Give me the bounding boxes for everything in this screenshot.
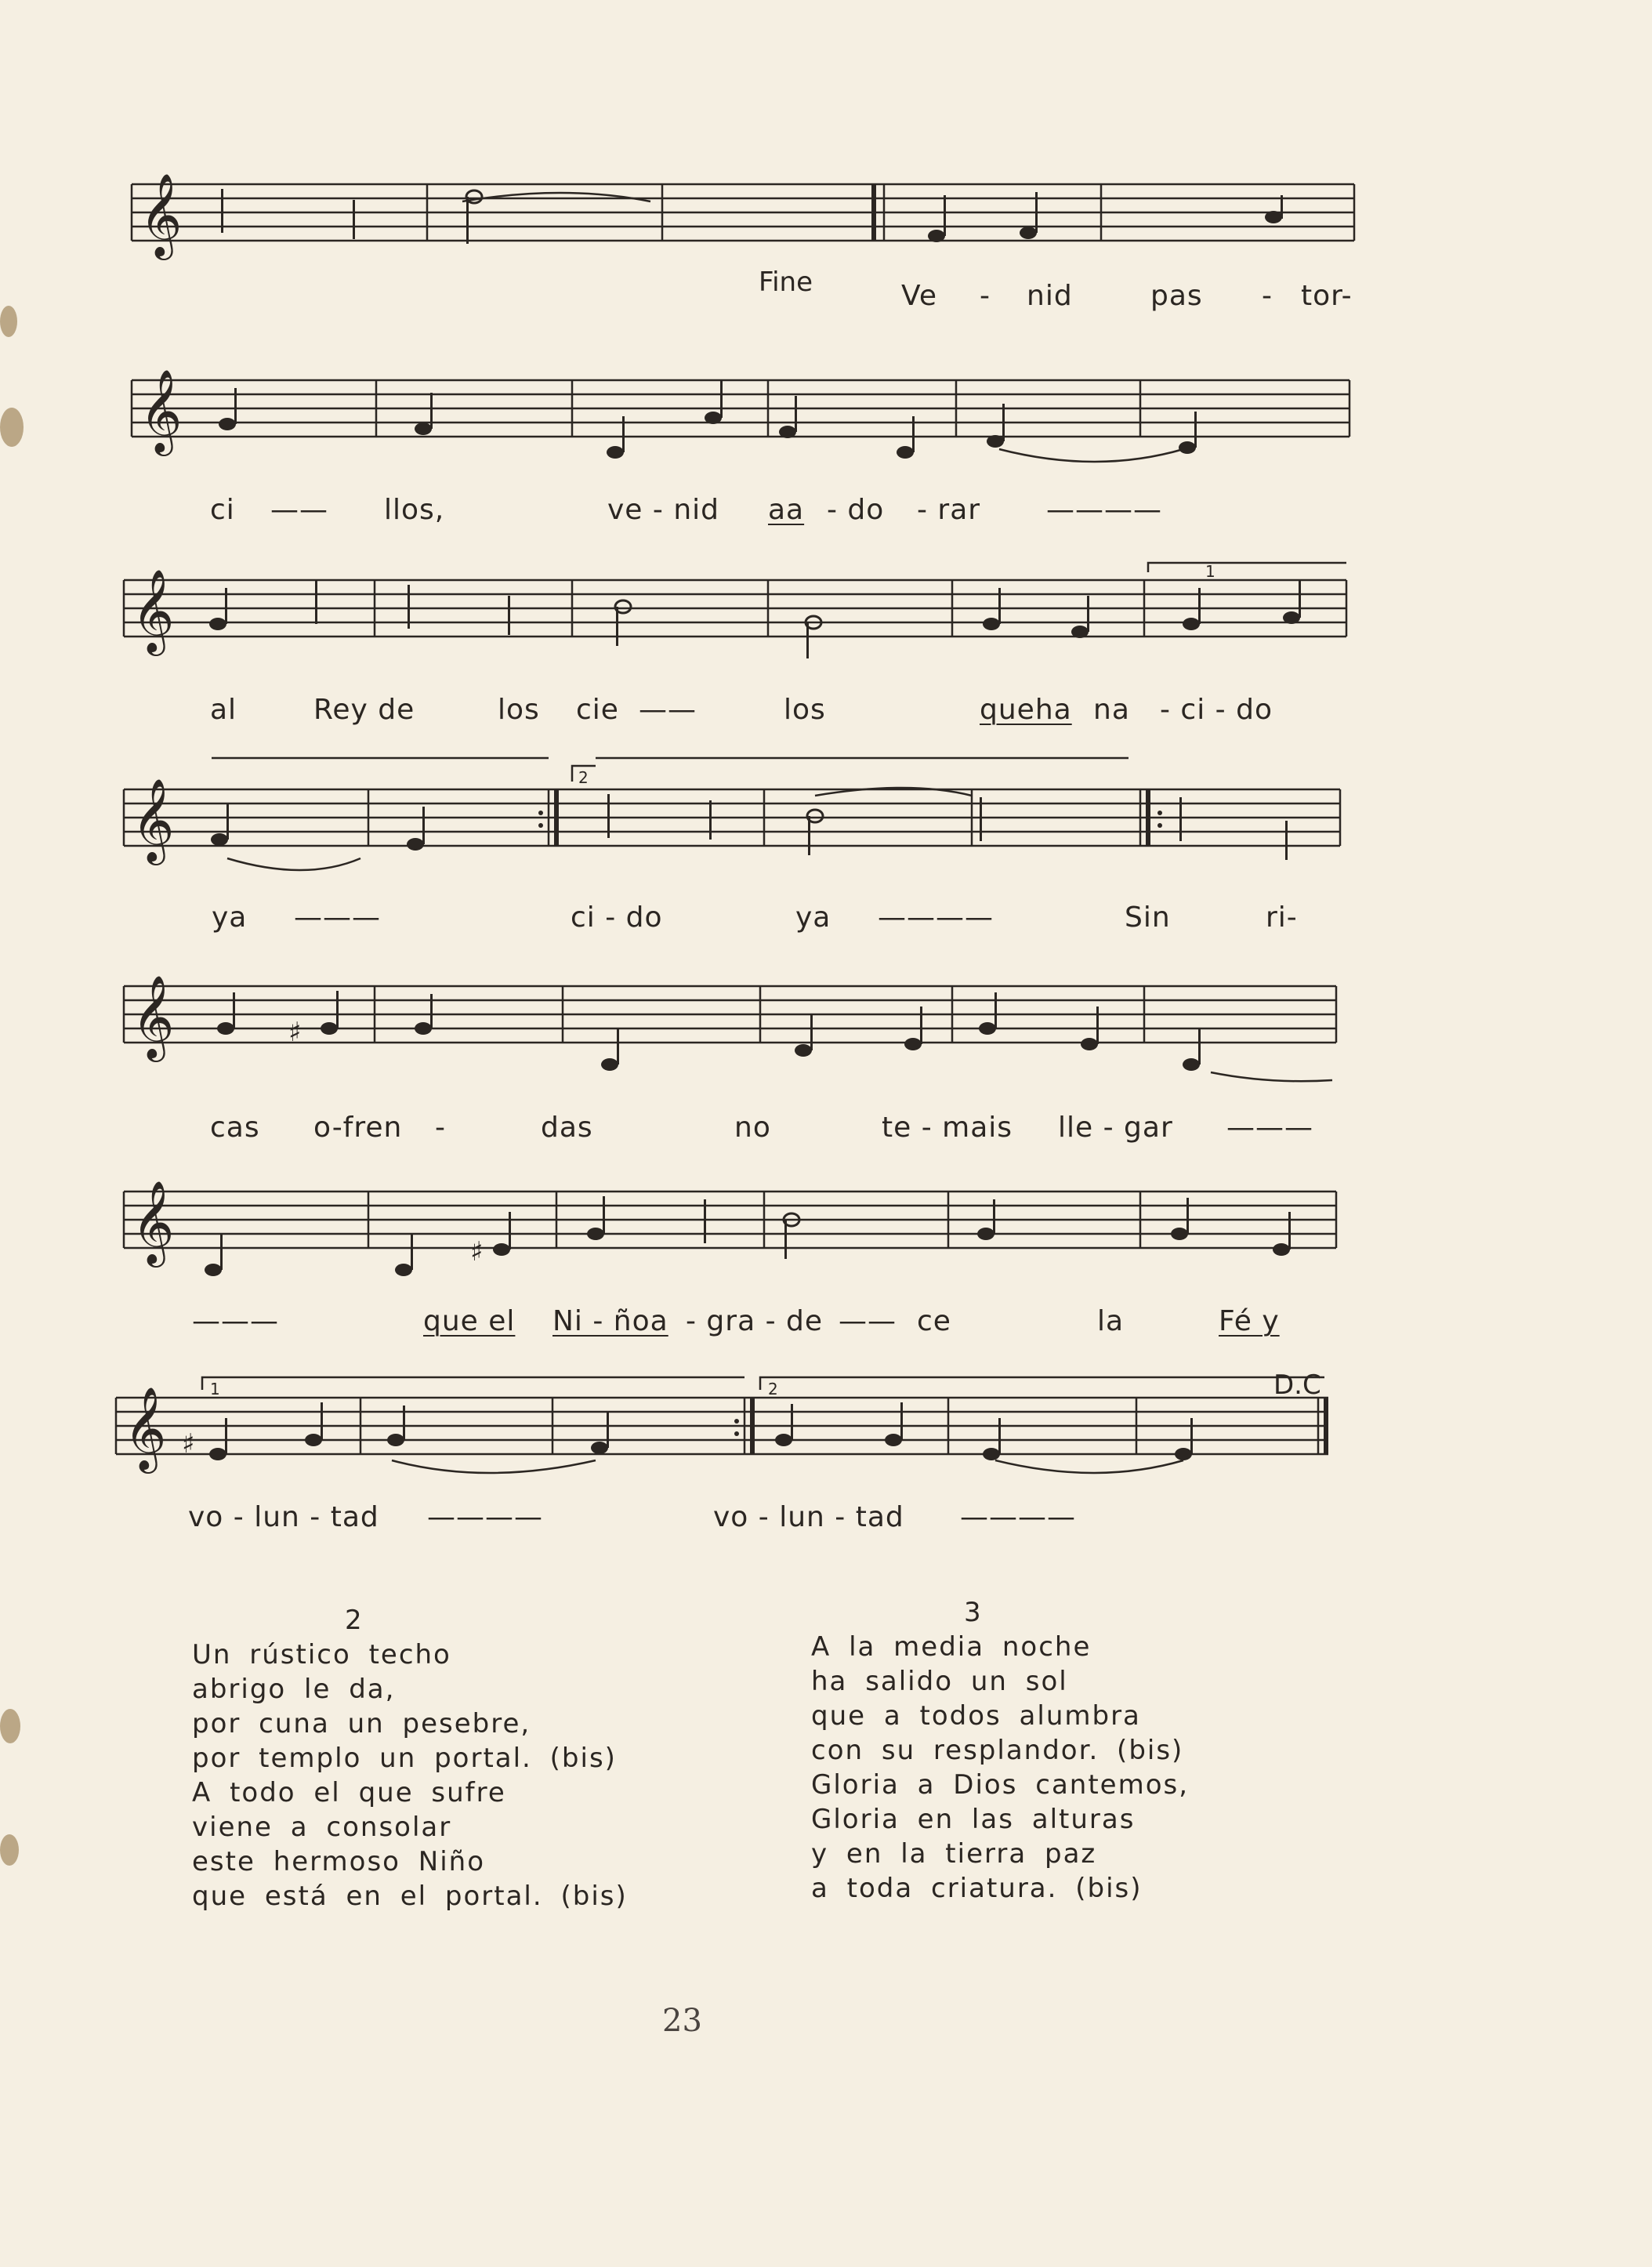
lyric: - do xyxy=(827,494,885,526)
lyric: cas xyxy=(210,1112,260,1144)
music-staff xyxy=(0,963,1652,1104)
lyric: ——— xyxy=(294,901,381,934)
lyric: ——— xyxy=(1226,1112,1313,1144)
svg-text:♯: ♯ xyxy=(470,1236,484,1268)
verse-number: 3 xyxy=(964,1597,983,1628)
verse-line: A todo el que sufre xyxy=(192,1777,506,1808)
music-staff xyxy=(0,557,1652,698)
lyric: vo - lun - tad xyxy=(713,1501,904,1533)
svg-text:𝄞: 𝄞 xyxy=(139,172,183,256)
lyric: ——— xyxy=(192,1305,279,1337)
lyric: o-fren xyxy=(313,1112,403,1144)
verse-line: este hermoso Niño xyxy=(192,1846,486,1877)
lyric: ———— xyxy=(960,1501,1076,1533)
paper-stain xyxy=(0,1709,20,1743)
verse-line: Gloria en las alturas xyxy=(811,1804,1136,1835)
page-number: 23 xyxy=(662,2003,702,2039)
music-staff xyxy=(0,756,1652,898)
lyric: ———— xyxy=(427,1501,543,1533)
verse-line: ha salido un sol xyxy=(811,1666,1068,1697)
verse-line: que a todos alumbra xyxy=(811,1700,1141,1732)
lyric: - ci - do xyxy=(1160,694,1273,726)
svg-text:2: 2 xyxy=(578,768,589,787)
verse-number: 2 xyxy=(345,1605,364,1636)
verse-line: por templo un portal. (bis) xyxy=(192,1743,617,1774)
lyric: —— xyxy=(839,1305,897,1337)
lyric: - gra - de xyxy=(686,1305,824,1337)
verse-line: Gloria a Dios cantemos, xyxy=(811,1769,1190,1801)
svg-text:𝄞: 𝄞 xyxy=(124,1386,167,1470)
lyric: vo - lun - tad xyxy=(188,1501,379,1533)
svg-text:1: 1 xyxy=(210,1380,220,1398)
verse-line: abrigo le da, xyxy=(192,1674,396,1705)
lyric: das xyxy=(541,1112,593,1144)
lyric: Ve xyxy=(901,280,937,312)
lyric: pas xyxy=(1150,280,1203,312)
svg-text:2: 2 xyxy=(768,1380,778,1398)
lyric: cie xyxy=(576,694,619,726)
lyric: Ni - ñoa xyxy=(552,1305,668,1337)
music-staff xyxy=(0,161,1652,302)
verse-3 xyxy=(811,1595,1189,1906)
verse-line: que está en el portal. (bis) xyxy=(192,1881,628,1912)
svg-text:𝄞: 𝄞 xyxy=(132,1180,175,1264)
lyric: los xyxy=(498,694,540,726)
svg-text:𝄞: 𝄞 xyxy=(132,568,175,652)
dc-marking: D.C xyxy=(1273,1369,1321,1401)
lyric: llos, xyxy=(384,494,445,526)
paper-stain xyxy=(0,408,24,447)
lyric: tor- xyxy=(1301,280,1353,312)
music-staff xyxy=(0,1360,1652,1501)
verse-line: Un rústico techo xyxy=(192,1639,451,1670)
verse-line: con su resplandor. (bis) xyxy=(811,1735,1184,1766)
lyric: - xyxy=(980,280,991,312)
lyric: ci - do xyxy=(571,901,663,934)
svg-text:𝄞: 𝄞 xyxy=(139,368,183,452)
lyric: ce xyxy=(917,1305,951,1337)
verse-2 xyxy=(192,1603,628,1913)
fine-marking: Fine xyxy=(759,267,813,298)
lyric: queha xyxy=(980,694,1072,726)
lyric: ci xyxy=(210,494,235,526)
music-staff xyxy=(0,1168,1652,1309)
paper-stain xyxy=(0,1834,19,1866)
lyric: Fé y xyxy=(1219,1305,1280,1337)
lyric: te - mais xyxy=(882,1112,1013,1144)
lyric: al xyxy=(210,694,237,726)
lyric: no xyxy=(734,1112,771,1144)
lyric: Rey de xyxy=(313,694,415,726)
lyric: ya xyxy=(212,901,248,934)
lyric: que el xyxy=(423,1305,516,1337)
lyric: la xyxy=(1097,1305,1125,1337)
lyric: lle - gar xyxy=(1058,1112,1173,1144)
svg-text:𝄞: 𝄞 xyxy=(132,974,175,1058)
lyric: los xyxy=(784,694,826,726)
lyric: nid xyxy=(1027,280,1073,312)
verse-line: por cuna un pesebre, xyxy=(192,1708,531,1739)
lyric: ya xyxy=(795,901,831,934)
lyric: ve - nid xyxy=(607,494,719,526)
lyric: - xyxy=(1262,280,1273,312)
lyric: - xyxy=(435,1112,446,1144)
lyric: Sin xyxy=(1125,901,1171,934)
lyric: ———— xyxy=(1046,494,1162,526)
verse-line: viene a consolar xyxy=(192,1812,452,1843)
lyric: aa xyxy=(768,494,805,526)
verse-line: A la media noche xyxy=(811,1631,1092,1663)
svg-text:♯: ♯ xyxy=(288,1017,302,1048)
svg-text:♯: ♯ xyxy=(182,1428,195,1460)
svg-text:1: 1 xyxy=(1205,562,1215,581)
paper-stain xyxy=(0,306,17,337)
music-staff xyxy=(0,357,1652,498)
verse-line: y en la tierra paz xyxy=(811,1838,1097,1870)
verse-line: a toda criatura. (bis) xyxy=(811,1873,1143,1904)
svg-text:𝄞: 𝄞 xyxy=(132,778,175,861)
lyric: —— xyxy=(270,494,328,526)
lyric: ri- xyxy=(1266,901,1298,934)
lyric: na xyxy=(1093,694,1130,726)
lyric: ———— xyxy=(878,901,994,934)
lyric: —— xyxy=(639,694,697,726)
lyric: - rar xyxy=(917,494,981,526)
